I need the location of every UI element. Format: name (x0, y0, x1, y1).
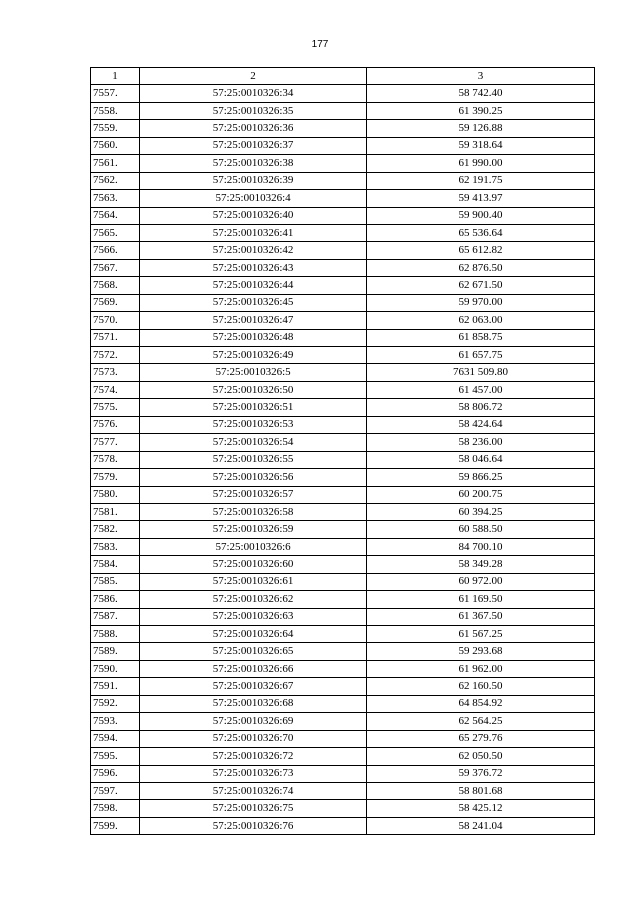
cadastral-number-cell: 57:25:0010326:34 (140, 85, 367, 102)
cadastral-number-cell: 57:25:0010326:61 (140, 573, 367, 590)
value-cell: 59 970.00 (367, 294, 595, 311)
row-number-cell: 7571. (91, 329, 140, 346)
table-row (91, 172, 595, 189)
value-cell: 61 457.00 (367, 381, 595, 398)
cadastral-number-cell: 57:25:0010326:55 (140, 451, 367, 468)
cadastral-number-cell: 57:25:0010326:62 (140, 591, 367, 608)
row-number-cell: 7594. (91, 730, 140, 747)
value-cell: 58 241.04 (367, 817, 595, 834)
row-number-cell: 7575. (91, 399, 140, 416)
cadastral-number-cell: 57:25:0010326:36 (140, 120, 367, 137)
table-row (91, 538, 595, 555)
table-row (91, 259, 595, 276)
table-row (91, 364, 595, 381)
table-row (91, 312, 595, 329)
value-cell: 60 588.50 (367, 521, 595, 538)
table-body (91, 85, 595, 835)
cadastral-number-cell: 57:25:0010326:58 (140, 503, 367, 520)
value-cell: 58 806.72 (367, 399, 595, 416)
table-row (91, 434, 595, 451)
value-cell: 58 046.64 (367, 451, 595, 468)
value-cell: 59 376.72 (367, 765, 595, 782)
value-cell: 58 425.12 (367, 800, 595, 817)
cadastral-number-cell: 57:25:0010326:60 (140, 556, 367, 573)
column-header-3: 3 (367, 68, 595, 85)
cadastral-number-cell: 57:25:0010326:54 (140, 434, 367, 451)
value-cell: 62 160.50 (367, 678, 595, 695)
row-number-cell: 7569. (91, 294, 140, 311)
table-row (91, 521, 595, 538)
cadastral-number-cell: 57:25:0010326:73 (140, 765, 367, 782)
row-number-cell: 7586. (91, 591, 140, 608)
value-cell: 58 801.68 (367, 782, 595, 799)
value-cell: 62 876.50 (367, 259, 595, 276)
row-number-cell: 7595. (91, 748, 140, 765)
column-header-1: 1 (91, 68, 140, 85)
value-cell: 61 962.00 (367, 660, 595, 677)
value-cell: 62 191.75 (367, 172, 595, 189)
cadastral-number-cell: 57:25:0010326:39 (140, 172, 367, 189)
table-row (91, 416, 595, 433)
row-number-cell: 7562. (91, 172, 140, 189)
value-cell: 65 536.64 (367, 224, 595, 241)
page-number: 177 (311, 39, 329, 50)
cadastral-number-cell: 57:25:0010326:63 (140, 608, 367, 625)
row-number-cell: 7558. (91, 102, 140, 119)
table-row (91, 469, 595, 486)
table-row (91, 102, 595, 119)
row-number-cell: 7576. (91, 416, 140, 433)
cadastral-number-cell: 57:25:0010326:50 (140, 381, 367, 398)
row-number-cell: 7564. (91, 207, 140, 224)
value-cell: 58 236.00 (367, 434, 595, 451)
cadastral-number-cell: 57:25:0010326:41 (140, 224, 367, 241)
cadastral-number-cell: 57:25:0010326:37 (140, 137, 367, 154)
table-row (91, 399, 595, 416)
value-cell: 58 742.40 (367, 85, 595, 102)
cadastral-number-cell: 57:25:0010326:56 (140, 469, 367, 486)
row-number-cell: 7559. (91, 120, 140, 137)
table-row (91, 503, 595, 520)
cadastral-number-cell: 57:25:0010326:66 (140, 660, 367, 677)
cadastral-number-cell: 57:25:0010326:64 (140, 626, 367, 643)
row-number-cell: 7561. (91, 155, 140, 172)
value-cell: 62 050.50 (367, 748, 595, 765)
cadastral-number-cell: 57:25:0010326:67 (140, 678, 367, 695)
value-cell: 7631 509.80 (367, 364, 595, 381)
cadastral-number-cell: 57:25:0010326:51 (140, 399, 367, 416)
data-table (90, 67, 595, 835)
row-number-cell: 7584. (91, 556, 140, 573)
table-row (91, 190, 595, 207)
value-cell: 84 700.10 (367, 538, 595, 555)
value-cell: 60 394.25 (367, 503, 595, 520)
row-number-cell: 7596. (91, 765, 140, 782)
table-row (91, 765, 595, 782)
row-number-cell: 7560. (91, 137, 140, 154)
cadastral-number-cell: 57:25:0010326:53 (140, 416, 367, 433)
cadastral-number-cell: 57:25:0010326:69 (140, 713, 367, 730)
table-row (91, 556, 595, 573)
value-cell: 58 424.64 (367, 416, 595, 433)
table-row (91, 713, 595, 730)
value-cell: 62 671.50 (367, 277, 595, 294)
row-number-cell: 7580. (91, 486, 140, 503)
value-cell: 61 657.75 (367, 347, 595, 364)
table-row (91, 626, 595, 643)
row-number-cell: 7590. (91, 660, 140, 677)
cadastral-number-cell: 57:25:0010326:65 (140, 643, 367, 660)
value-cell: 61 367.50 (367, 608, 595, 625)
cadastral-number-cell: 57:25:0010326:35 (140, 102, 367, 119)
table-row (91, 347, 595, 364)
value-cell: 65 612.82 (367, 242, 595, 259)
row-number-cell: 7583. (91, 538, 140, 555)
row-number-cell: 7593. (91, 713, 140, 730)
value-cell: 58 349.28 (367, 556, 595, 573)
row-number-cell: 7572. (91, 347, 140, 364)
value-cell: 59 900.40 (367, 207, 595, 224)
table-row (91, 85, 595, 102)
row-number-cell: 7563. (91, 190, 140, 207)
table-row (91, 277, 595, 294)
table-row (91, 294, 595, 311)
table-row (91, 660, 595, 677)
cadastral-number-cell: 57:25:0010326:48 (140, 329, 367, 346)
cadastral-number-cell: 57:25:0010326:70 (140, 730, 367, 747)
cadastral-number-cell: 57:25:0010326:57 (140, 486, 367, 503)
cadastral-number-cell: 57:25:0010326:4 (140, 190, 367, 207)
value-cell: 61 390.25 (367, 102, 595, 119)
value-cell: 62 564.25 (367, 713, 595, 730)
cadastral-number-cell: 57:25:0010326:42 (140, 242, 367, 259)
table-row (91, 695, 595, 712)
table-row (91, 730, 595, 747)
table-row (91, 817, 595, 834)
cadastral-number-cell: 57:25:0010326:74 (140, 782, 367, 799)
row-number-cell: 7570. (91, 312, 140, 329)
row-number-cell: 7567. (91, 259, 140, 276)
table-row (91, 155, 595, 172)
row-number-cell: 7568. (91, 277, 140, 294)
value-cell: 59 866.25 (367, 469, 595, 486)
cadastral-number-cell: 57:25:0010326:44 (140, 277, 367, 294)
value-cell: 65 279.76 (367, 730, 595, 747)
table-row (91, 486, 595, 503)
table-row (91, 242, 595, 259)
value-cell: 59 318.64 (367, 137, 595, 154)
row-number-cell: 7577. (91, 434, 140, 451)
cadastral-number-cell: 57:25:0010326:6 (140, 538, 367, 555)
cadastral-number-cell: 57:25:0010326:47 (140, 312, 367, 329)
table-row (91, 451, 595, 468)
cadastral-number-cell: 57:25:0010326:38 (140, 155, 367, 172)
table-row (91, 573, 595, 590)
column-header-2: 2 (140, 68, 367, 85)
row-number-cell: 7589. (91, 643, 140, 660)
value-cell: 59 126.88 (367, 120, 595, 137)
value-cell: 61 858.75 (367, 329, 595, 346)
table-row (91, 120, 595, 137)
cadastral-number-cell: 57:25:0010326:5 (140, 364, 367, 381)
row-number-cell: 7557. (91, 85, 140, 102)
table-header-row (91, 68, 595, 85)
row-number-cell: 7587. (91, 608, 140, 625)
cadastral-number-cell: 57:25:0010326:72 (140, 748, 367, 765)
value-cell: 61 169.50 (367, 591, 595, 608)
cadastral-number-cell: 57:25:0010326:76 (140, 817, 367, 834)
table-row (91, 678, 595, 695)
table-row (91, 591, 595, 608)
row-number-cell: 7599. (91, 817, 140, 834)
value-cell: 60 972.00 (367, 573, 595, 590)
row-number-cell: 7597. (91, 782, 140, 799)
cadastral-number-cell: 57:25:0010326:75 (140, 800, 367, 817)
table-row (91, 224, 595, 241)
table-row (91, 381, 595, 398)
value-cell: 61 990.00 (367, 155, 595, 172)
row-number-cell: 7574. (91, 381, 140, 398)
table-row (91, 608, 595, 625)
row-number-cell: 7592. (91, 695, 140, 712)
table-row (91, 800, 595, 817)
cadastral-number-cell: 57:25:0010326:59 (140, 521, 367, 538)
row-number-cell: 7573. (91, 364, 140, 381)
row-number-cell: 7566. (91, 242, 140, 259)
table-row (91, 643, 595, 660)
row-number-cell: 7578. (91, 451, 140, 468)
row-number-cell: 7582. (91, 521, 140, 538)
cadastral-number-cell: 57:25:0010326:43 (140, 259, 367, 276)
cadastral-number-cell: 57:25:0010326:45 (140, 294, 367, 311)
value-cell: 59 293.68 (367, 643, 595, 660)
value-cell: 59 413.97 (367, 190, 595, 207)
row-number-cell: 7581. (91, 503, 140, 520)
table-row (91, 782, 595, 799)
value-cell: 60 200.75 (367, 486, 595, 503)
value-cell: 61 567.25 (367, 626, 595, 643)
row-number-cell: 7588. (91, 626, 140, 643)
cadastral-number-cell: 57:25:0010326:68 (140, 695, 367, 712)
value-cell: 62 063.00 (367, 312, 595, 329)
cadastral-number-cell: 57:25:0010326:49 (140, 347, 367, 364)
table-row (91, 748, 595, 765)
cadastral-number-cell: 57:25:0010326:40 (140, 207, 367, 224)
row-number-cell: 7565. (91, 224, 140, 241)
value-cell: 64 854.92 (367, 695, 595, 712)
table-row (91, 207, 595, 224)
table-row (91, 329, 595, 346)
table-row (91, 137, 595, 154)
row-number-cell: 7585. (91, 573, 140, 590)
row-number-cell: 7579. (91, 469, 140, 486)
row-number-cell: 7591. (91, 678, 140, 695)
row-number-cell: 7598. (91, 800, 140, 817)
